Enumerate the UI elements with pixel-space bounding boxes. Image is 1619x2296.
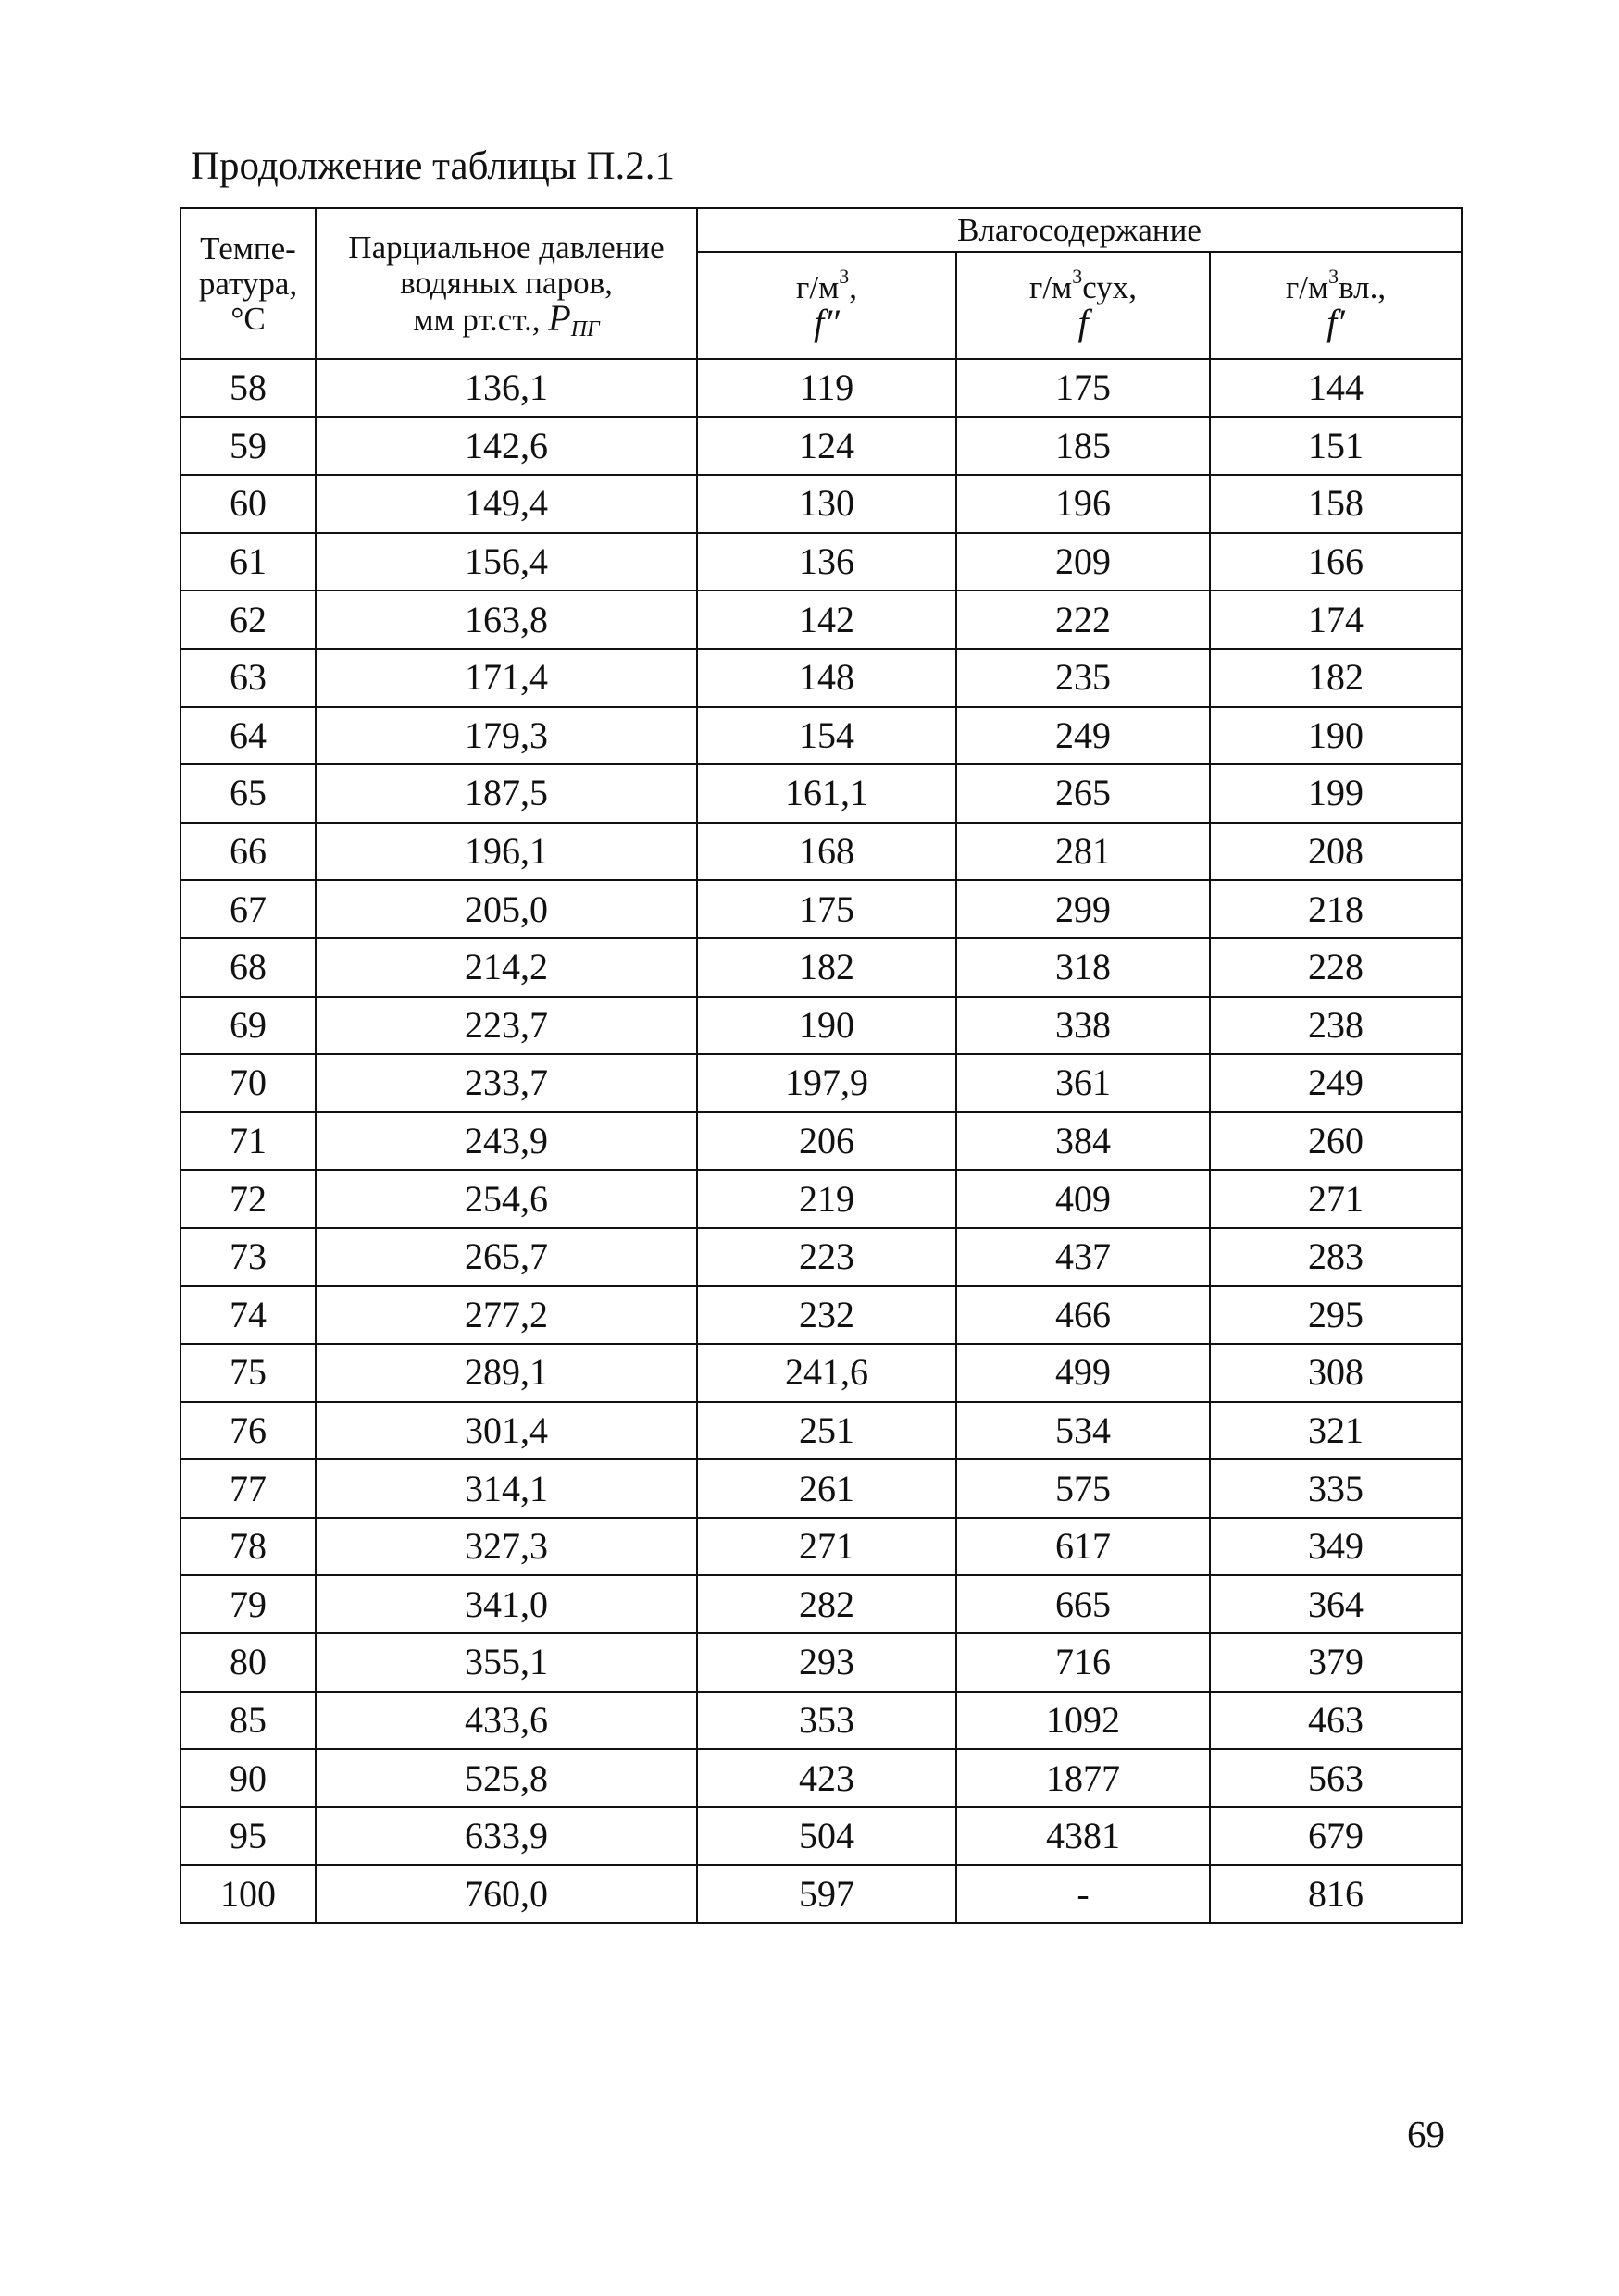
cell-temperature: 68 [181, 938, 316, 997]
cell-pressure: 136,1 [316, 359, 697, 417]
unit-superscript: 3 [839, 265, 850, 288]
header-moisture-dry [956, 252, 1210, 359]
cell-pressure: 205,0 [316, 880, 697, 938]
cell-moisture-wet: 182 [1210, 649, 1462, 707]
table-row [181, 417, 1462, 476]
cell-moisture-wet: 166 [1210, 533, 1462, 591]
cell-moisture-wet: 190 [1210, 707, 1462, 765]
cell-moisture-per-m3: 219 [697, 1170, 956, 1228]
cell-moisture-per-m3: 142 [697, 590, 956, 649]
cell-pressure: 142,6 [316, 417, 697, 476]
cell-moisture-wet: 379 [1210, 1633, 1462, 1692]
table-row [181, 475, 1462, 533]
cell-pressure: 314,1 [316, 1459, 697, 1518]
cell-moisture-wet: 199 [1210, 764, 1462, 823]
cell-moisture-wet: 463 [1210, 1692, 1462, 1750]
cell-moisture-wet: 228 [1210, 938, 1462, 997]
moisture-symbol: f″ [814, 302, 840, 343]
cell-moisture-wet: 260 [1210, 1112, 1462, 1171]
cell-pressure: 243,9 [316, 1112, 697, 1171]
moisture-unit [957, 265, 1209, 305]
cell-moisture-dry: 716 [956, 1633, 1210, 1692]
cell-pressure: 341,0 [316, 1575, 697, 1633]
unit-base: г/м [796, 269, 840, 305]
cell-moisture-per-m3: 597 [697, 1865, 956, 1923]
table-row [181, 1749, 1462, 1807]
cell-temperature: 70 [181, 1054, 316, 1112]
cell-pressure: 289,1 [316, 1344, 697, 1402]
cell-pressure: 156,4 [316, 533, 697, 591]
moisture-table [180, 207, 1463, 1924]
cell-temperature: 76 [181, 1402, 316, 1460]
cell-temperature: 64 [181, 707, 316, 765]
cell-moisture-wet: 563 [1210, 1749, 1462, 1807]
cell-temperature: 72 [181, 1170, 316, 1228]
table-row [181, 880, 1462, 938]
cell-moisture-per-m3: 124 [697, 417, 956, 476]
cell-moisture-per-m3: 154 [697, 707, 956, 765]
table-row [181, 1575, 1462, 1633]
unit-tail: , [849, 269, 857, 305]
cell-moisture-per-m3: 206 [697, 1112, 956, 1171]
cell-pressure: 433,6 [316, 1692, 697, 1750]
cell-moisture-wet: 271 [1210, 1170, 1462, 1228]
cell-moisture-per-m3: 251 [697, 1402, 956, 1460]
cell-temperature: 71 [181, 1112, 316, 1171]
table-row [181, 1112, 1462, 1171]
cell-moisture-wet: 144 [1210, 359, 1462, 417]
cell-pressure: 301,4 [316, 1402, 697, 1460]
table-row [181, 1228, 1462, 1286]
header-moisture-group: Влагосодержание [697, 208, 1462, 252]
cell-moisture-wet: 295 [1210, 1286, 1462, 1345]
cell-moisture-dry: 575 [956, 1459, 1210, 1518]
cell-moisture-dry: 299 [956, 880, 1210, 938]
cell-moisture-per-m3: 232 [697, 1286, 956, 1345]
table-row [181, 1286, 1462, 1345]
cell-moisture-dry: 361 [956, 1054, 1210, 1112]
table-row [181, 1459, 1462, 1518]
header-temperature [181, 208, 316, 359]
cell-temperature: 65 [181, 764, 316, 823]
cell-temperature: 90 [181, 1749, 316, 1807]
cell-moisture-dry: 384 [956, 1112, 1210, 1171]
cell-temperature: 62 [181, 590, 316, 649]
table-header [181, 208, 1462, 359]
cell-moisture-dry: 249 [956, 707, 1210, 765]
table-row [181, 707, 1462, 765]
cell-moisture-dry: 499 [956, 1344, 1210, 1402]
cell-temperature: 80 [181, 1633, 316, 1692]
cell-moisture-dry: 209 [956, 533, 1210, 591]
cell-moisture-per-m3: 190 [697, 997, 956, 1055]
cell-moisture-dry: 437 [956, 1228, 1210, 1286]
cell-pressure: 327,3 [316, 1518, 697, 1576]
pressure-symbol: P [548, 296, 571, 339]
table-row [181, 1633, 1462, 1692]
header-pressure-line-3 [317, 296, 696, 341]
moisture-symbol: f′ [1326, 302, 1345, 343]
cell-moisture-dry: 617 [956, 1518, 1210, 1576]
cell-moisture-dry: 281 [956, 823, 1210, 881]
cell-moisture-per-m3: 136 [697, 533, 956, 591]
cell-moisture-dry: 665 [956, 1575, 1210, 1633]
cell-moisture-per-m3: 504 [697, 1807, 956, 1866]
cell-moisture-per-m3: 182 [697, 938, 956, 997]
cell-moisture-dry: 235 [956, 649, 1210, 707]
table-row [181, 649, 1462, 707]
cell-moisture-dry: 185 [956, 417, 1210, 476]
cell-moisture-wet: 238 [1210, 997, 1462, 1055]
table-body [181, 359, 1462, 1923]
cell-temperature: 95 [181, 1807, 316, 1866]
cell-moisture-per-m3: 119 [697, 359, 956, 417]
cell-moisture-dry: 175 [956, 359, 1210, 417]
cell-moisture-wet: 249 [1210, 1054, 1462, 1112]
unit-superscript: 3 [1328, 265, 1339, 288]
cell-pressure: 214,2 [316, 938, 697, 997]
cell-moisture-wet: 218 [1210, 880, 1462, 938]
cell-moisture-wet: 364 [1210, 1575, 1462, 1633]
table-row [181, 1692, 1462, 1750]
cell-temperature: 85 [181, 1692, 316, 1750]
header-temperature-line-3: °C [230, 300, 266, 337]
cell-temperature: 58 [181, 359, 316, 417]
cell-temperature: 77 [181, 1459, 316, 1518]
cell-moisture-wet: 174 [1210, 590, 1462, 649]
cell-pressure: 355,1 [316, 1633, 697, 1692]
cell-temperature: 78 [181, 1518, 316, 1576]
cell-moisture-per-m3: 168 [697, 823, 956, 881]
cell-temperature: 59 [181, 417, 316, 476]
moisture-unit [698, 265, 955, 305]
cell-moisture-dry: 466 [956, 1286, 1210, 1345]
table-row [181, 1518, 1462, 1576]
cell-moisture-per-m3: 261 [697, 1459, 956, 1518]
cell-moisture-wet: 349 [1210, 1518, 1462, 1576]
header-pressure [316, 208, 697, 359]
header-temperature-line-1: Темпе- [200, 230, 296, 267]
header-temperature-line-2: ратура, [198, 265, 298, 302]
cell-moisture-dry: 4381 [956, 1807, 1210, 1866]
cell-pressure: 163,8 [316, 590, 697, 649]
cell-moisture-per-m3: 423 [697, 1749, 956, 1807]
cell-moisture-wet: 335 [1210, 1459, 1462, 1518]
header-pressure-line-1: Парциальное давление [348, 229, 665, 266]
unit-tail: сух, [1082, 269, 1138, 305]
cell-temperature: 79 [181, 1575, 316, 1633]
cell-pressure: 265,7 [316, 1228, 697, 1286]
cell-moisture-per-m3: 353 [697, 1692, 956, 1750]
cell-moisture-wet: 308 [1210, 1344, 1462, 1402]
table-row [181, 359, 1462, 417]
header-moisture-per-m3 [697, 252, 956, 359]
page-number: 69 [1407, 2113, 1445, 2155]
cell-moisture-per-m3: 175 [697, 880, 956, 938]
cell-moisture-dry: 534 [956, 1402, 1210, 1460]
cell-temperature: 63 [181, 649, 316, 707]
moisture-symbol: f [1077, 302, 1089, 343]
cell-temperature: 100 [181, 1865, 316, 1923]
cell-pressure: 760,0 [316, 1865, 697, 1923]
cell-moisture-dry: 318 [956, 938, 1210, 997]
cell-temperature: 61 [181, 533, 316, 591]
cell-moisture-per-m3: 161,1 [697, 764, 956, 823]
cell-moisture-dry: 222 [956, 590, 1210, 649]
cell-pressure: 149,4 [316, 475, 697, 533]
cell-temperature: 67 [181, 880, 316, 938]
cell-moisture-wet: 283 [1210, 1228, 1462, 1286]
cell-pressure: 223,7 [316, 997, 697, 1055]
cell-moisture-dry: 1877 [956, 1749, 1210, 1807]
cell-moisture-per-m3: 241,6 [697, 1344, 956, 1402]
pressure-symbol-subscript: ПГ [570, 316, 600, 341]
unit-base: г/м [1028, 269, 1073, 305]
table-row [181, 590, 1462, 649]
cell-temperature: 73 [181, 1228, 316, 1286]
cell-pressure: 633,9 [316, 1807, 697, 1866]
header-pressure-unit: мм рт.ст., [413, 301, 549, 338]
cell-moisture-wet: 679 [1210, 1807, 1462, 1866]
cell-pressure: 187,5 [316, 764, 697, 823]
cell-temperature: 66 [181, 823, 316, 881]
table-row [181, 823, 1462, 881]
cell-moisture-wet: 321 [1210, 1402, 1462, 1460]
cell-moisture-per-m3: 130 [697, 475, 956, 533]
cell-moisture-dry: 409 [956, 1170, 1210, 1228]
cell-moisture-dry: 1092 [956, 1692, 1210, 1750]
table-row [181, 1054, 1462, 1112]
cell-temperature: 69 [181, 997, 316, 1055]
unit-base: г/м [1285, 269, 1329, 305]
cell-pressure: 277,2 [316, 1286, 697, 1345]
table-caption: Продолжение таблицы П.2.1 [191, 144, 676, 188]
cell-moisture-wet: 158 [1210, 475, 1462, 533]
cell-moisture-per-m3: 148 [697, 649, 956, 707]
cell-moisture-wet: 816 [1210, 1865, 1462, 1923]
cell-moisture-per-m3: 282 [697, 1575, 956, 1633]
cell-moisture-per-m3: 293 [697, 1633, 956, 1692]
cell-pressure: 196,1 [316, 823, 697, 881]
table-row [181, 1402, 1462, 1460]
table-row [181, 1807, 1462, 1866]
cell-moisture-dry: 338 [956, 997, 1210, 1055]
table-row [181, 938, 1462, 997]
header-moisture-wet [1210, 252, 1462, 359]
cell-pressure: 254,6 [316, 1170, 697, 1228]
cell-moisture-dry: 196 [956, 475, 1210, 533]
cell-moisture-wet: 208 [1210, 823, 1462, 881]
table-row [181, 1865, 1462, 1923]
cell-pressure: 179,3 [316, 707, 697, 765]
cell-moisture-dry: - [956, 1865, 1210, 1923]
cell-moisture-per-m3: 271 [697, 1518, 956, 1576]
table-row [181, 1170, 1462, 1228]
cell-temperature: 75 [181, 1344, 316, 1402]
cell-moisture-per-m3: 197,9 [697, 1054, 956, 1112]
header-pressure-line-2: водяных паров, [400, 264, 613, 301]
cell-temperature: 60 [181, 475, 316, 533]
cell-pressure: 525,8 [316, 1749, 697, 1807]
unit-tail: вл., [1339, 269, 1387, 305]
table-row [181, 533, 1462, 591]
cell-pressure: 171,4 [316, 649, 697, 707]
cell-moisture-wet: 151 [1210, 417, 1462, 476]
table-row [181, 764, 1462, 823]
cell-moisture-per-m3: 223 [697, 1228, 956, 1286]
table-row [181, 997, 1462, 1055]
cell-moisture-dry: 265 [956, 764, 1210, 823]
cell-temperature: 74 [181, 1286, 316, 1345]
cell-pressure: 233,7 [316, 1054, 697, 1112]
table-row [181, 1344, 1462, 1402]
unit-superscript: 3 [1072, 265, 1083, 288]
moisture-unit [1211, 265, 1461, 305]
